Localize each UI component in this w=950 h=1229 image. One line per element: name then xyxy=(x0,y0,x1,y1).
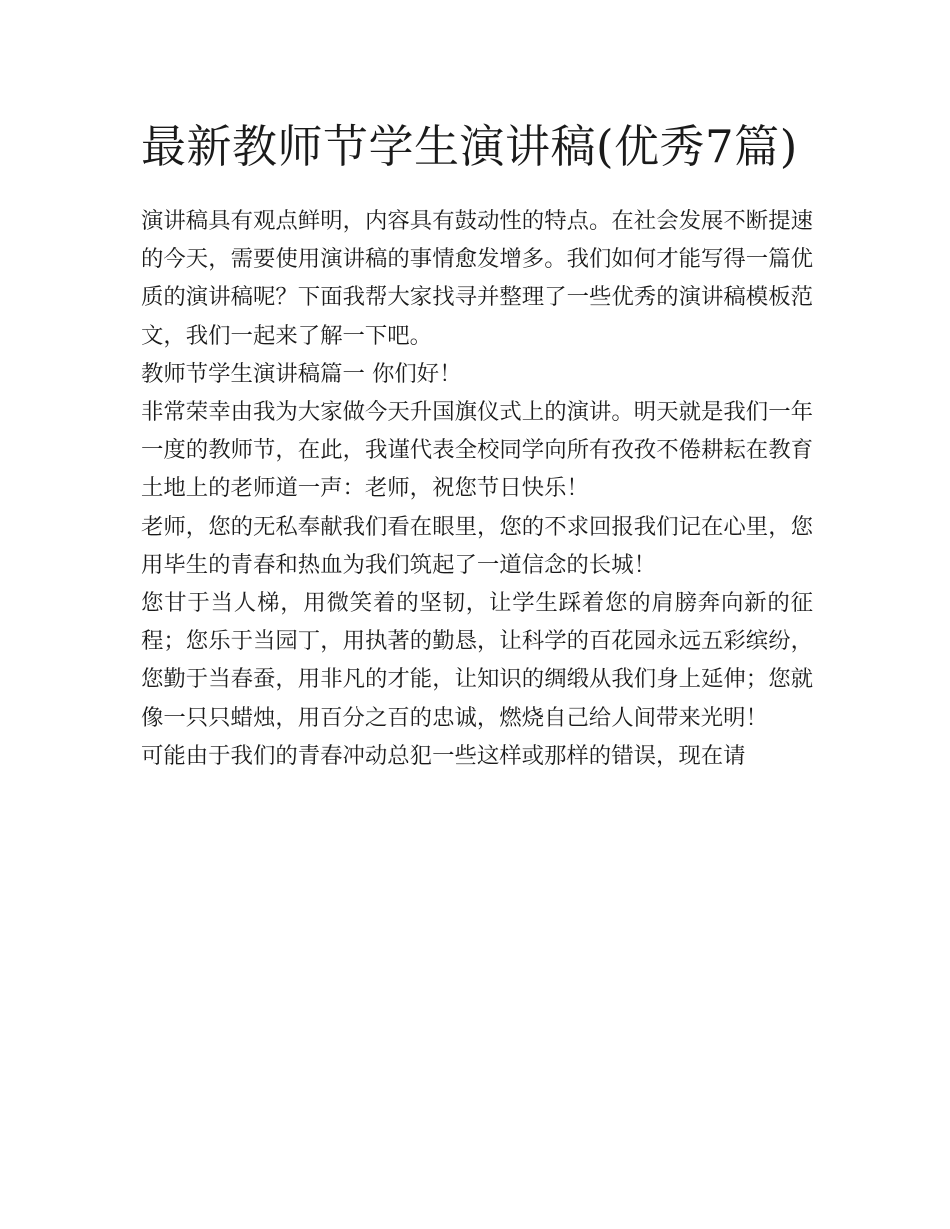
paragraph-dedication: 老师，您的无私奉献我们看在眼里，您的不求回报我们记在心里，您用毕生的青春和热血为我们筑起了一道信念的长城！ xyxy=(141,513,813,578)
document-body xyxy=(141,202,813,775)
paragraph-section-heading: 教师节学生演讲稿篇一 你们好！ xyxy=(141,360,462,387)
paragraph-praise: 您甘于当人梯，用微笑着的坚韧，让学生踩着您的肩膀奔向新的征程；您乐于当园丁，用执著的勤恳，让科学的百花园永远五彩缤纷，您勤于当春蚕，用非凡的才能，让知识的绸缎从我们身上延伸；您就像一只只蜡烛，用百分之百的忠诚，燃烧自己给人间带来光明！ xyxy=(141,590,813,731)
document-page xyxy=(141,112,813,775)
document-title: 最新教师节学生演讲稿(优秀7篇) xyxy=(141,120,798,173)
paragraph-continued: 可能由于我们的青春冲动总犯一些这样或那样的错误，现在请 xyxy=(141,742,746,769)
paragraph-intro: 演讲稿具有观点鲜明，内容具有鼓动性的特点。在社会发展不断提速的今天，需要使用演讲稿的事情愈发增多。我们如何才能写得一篇优质的演讲稿呢？下面我帮大家找寻并整理了一些优秀的演讲稿模板范文，我们一起来了解一下吧。 xyxy=(141,208,813,349)
paragraph-greeting: 非常荣幸由我为大家做今天升国旗仪式上的演讲。明天就是我们一年一度的教师节，在此，我谨代表全校同学向所有孜孜不倦耕耘在教育土地上的老师道一声：老师，祝您节日快乐！ xyxy=(141,399,813,502)
